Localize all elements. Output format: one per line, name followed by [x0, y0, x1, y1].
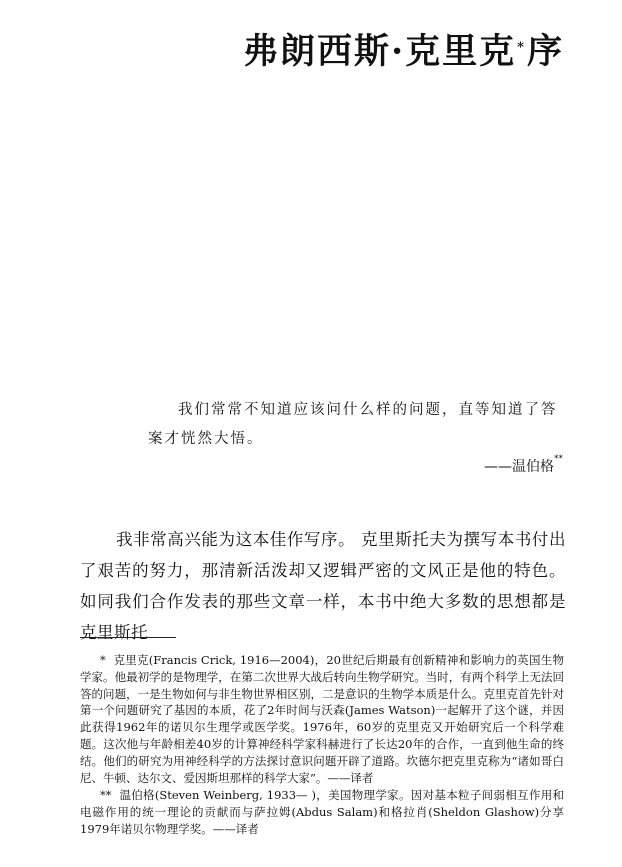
- epigraph-attribution: [484, 456, 563, 476]
- footnote-marker: **: [100, 788, 112, 803]
- footnote-text: 克里克(Francis Crick, 1916—2004)，20世纪后期最有创新精神和影响力的英国生物学家。他最初学的是物理学，在第二次世界大战后转向生物学研究。当时，有两个科学上无法回答的问题，一是生物如何与非生物世界相区别，二是意识的生物学本质是什么。克里克首先针对第一个问题研究了基因的本质，花了2年时间与沃森(James Watson)一起解开了这个谜，并因此获得1962年的诺贝尔生理学或医学奖。1976年，60岁的克里克又开始研究后一个科学难题。这次他与年龄相差40岁的计算神经科学家科赫进行了长达20年的合作，一直到他生命的终结。他们的研究为用神经科学的方法探讨意识问题开辟了道路。坎德尔把克里克称为“诸如哥白尼、牛顿、达尔文、爱因斯坦那样的科学大家”。——译者: [80, 653, 565, 785]
- footnote-divider: [80, 637, 176, 638]
- footnote-text: 温伯格(Steven Weinberg, 1933— )，美国物理学家。因对基本粒子间弱相互作用和电磁作用的统一理论的贡献而与萨拉姆(Abdus Salam)和格拉肖(Sheldon Glashow)分享1979年诺贝尔物理学奖。——译者: [80, 788, 565, 836]
- attribution-footnote-marker[interactable]: **: [554, 454, 563, 464]
- footnote-marker: *: [100, 653, 106, 667]
- page-title: [243, 30, 564, 74]
- footnote-crick: [80, 652, 564, 786]
- title-end: 序: [526, 31, 564, 72]
- epigraph-quote: 我们常常不知道应该问什么样的问题，直等知道了答案才恍然大悟。: [148, 402, 558, 447]
- footnote-weinberg: [80, 787, 564, 837]
- title-main: 弗朗西斯·克里克: [242, 31, 517, 72]
- footnotes-section: [80, 652, 564, 839]
- epigraph-author: ——温伯格: [484, 459, 554, 475]
- title-footnote-marker[interactable]: *: [517, 40, 526, 55]
- body-paragraph: 我非常高兴能为这本佳作写序。 克里斯托夫为撰写本书付出了艰苦的努力，那清新活泼却又逻辑严密的文风正是他的特色。 如同我们合作发表的那些文章一样，本书中绝大多数的思想都是克里斯托: [80, 530, 566, 642]
